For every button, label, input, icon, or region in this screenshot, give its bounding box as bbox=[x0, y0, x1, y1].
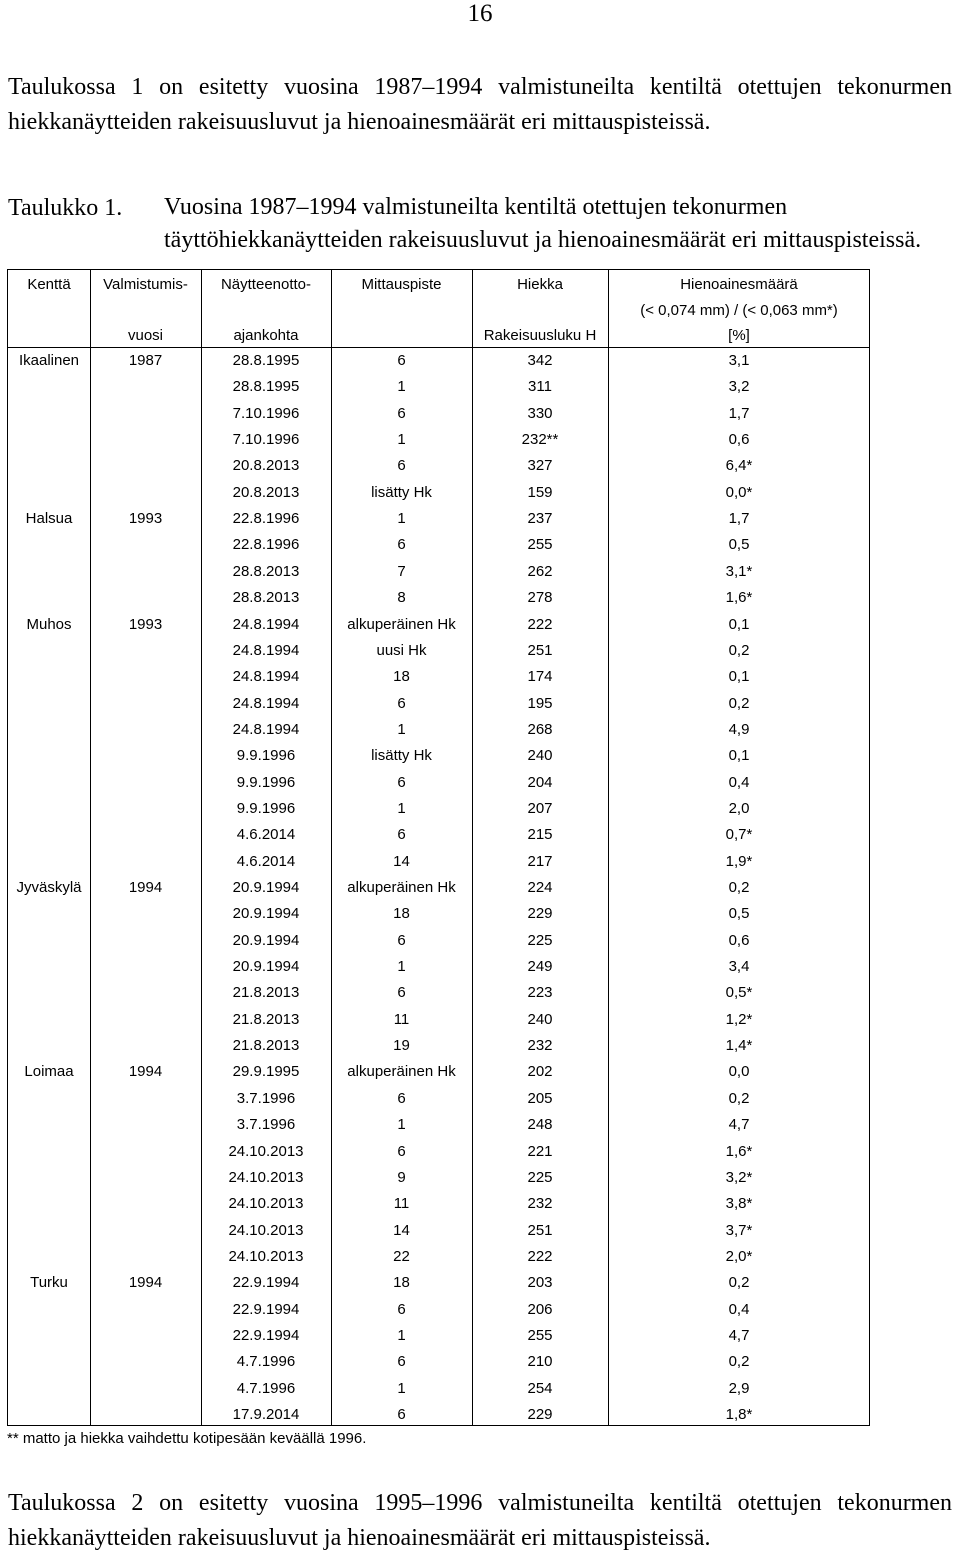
cell-kentta: Jyväskylä bbox=[16, 879, 82, 896]
header-valmistumisvuosi-line1: Valmistumis- bbox=[103, 276, 188, 293]
header-divider bbox=[8, 347, 870, 348]
cell-rakeisuusluku: 206 bbox=[527, 1300, 553, 1318]
cell-naytteenotto: 22.8.1996 bbox=[232, 536, 300, 554]
cell-hienoainesmaara: 0,1 bbox=[728, 615, 750, 633]
cell-naytteenotto: 29.9.1995 bbox=[232, 1063, 300, 1081]
cell-mittauspiste: 6 bbox=[397, 404, 406, 422]
cell-mittauspiste: 18 bbox=[393, 1274, 410, 1292]
cell-rakeisuusluku: 240 bbox=[527, 747, 553, 765]
cell-hienoainesmaara: 1,6* bbox=[725, 589, 753, 607]
cell-naytteenotto: 7.10.1996 bbox=[232, 431, 300, 449]
cell-rakeisuusluku: 210 bbox=[527, 1353, 553, 1371]
cell-mittauspiste: 6 bbox=[397, 1300, 406, 1318]
cell-mittauspiste: 1 bbox=[397, 1379, 406, 1397]
cell-rakeisuusluku: 217 bbox=[527, 852, 553, 870]
cell-naytteenotto: 24.10.2013 bbox=[228, 1142, 304, 1160]
cell-valmistumisvuosi: 1993 bbox=[128, 510, 163, 528]
cell-naytteenotto: 20.9.1994 bbox=[232, 958, 300, 976]
cell-hienoainesmaara: 1,9* bbox=[725, 852, 753, 870]
cell-rakeisuusluku: 342 bbox=[527, 352, 553, 369]
cell-mittauspiste: 6 bbox=[397, 352, 406, 369]
cell-rakeisuusluku: 232** bbox=[521, 431, 559, 449]
cell-rakeisuusluku: 232 bbox=[527, 1037, 553, 1055]
cell-mittauspiste: 1 bbox=[397, 431, 406, 449]
cell-mittauspiste: 1 bbox=[397, 510, 406, 528]
cell-naytteenotto: 24.8.1994 bbox=[232, 615, 300, 633]
cell-hienoainesmaara: 0,4 bbox=[728, 773, 750, 791]
cell-mittauspiste: 7 bbox=[397, 562, 406, 580]
cell-mittauspiste: lisätty Hk bbox=[371, 483, 432, 501]
cell-mittauspiste: 1 bbox=[397, 1326, 406, 1344]
cell-naytteenotto: 20.8.2013 bbox=[232, 457, 300, 475]
cell-mittauspiste: 11 bbox=[393, 1195, 410, 1213]
cell-naytteenotto: 17.9.2014 bbox=[232, 1406, 300, 1423]
cell-hienoainesmaara: 1,6* bbox=[725, 1142, 753, 1160]
cell-rakeisuusluku: 254 bbox=[527, 1379, 553, 1397]
cell-naytteenotto: 28.8.1995 bbox=[232, 352, 300, 369]
cell-naytteenotto: 21.8.2013 bbox=[232, 984, 300, 1002]
cell-naytteenotto: 24.8.1994 bbox=[232, 668, 300, 686]
cell-naytteenotto: 20.8.2013 bbox=[232, 483, 300, 501]
cell-mittauspiste: 6 bbox=[397, 536, 406, 554]
table-caption-text: Vuosina 1987–1994 valmistuneilta kentiltä otettujen tekonurmen täyttöhiekkanäytteiden rakeisuusluvut ja hienoainesmäärät eri mittauspisteissä. bbox=[164, 194, 922, 253]
cell-naytteenotto: 9.9.1996 bbox=[236, 799, 296, 817]
cell-hienoainesmaara: 1,7 bbox=[728, 510, 750, 528]
cell-hienoainesmaara: 1,2* bbox=[725, 1010, 753, 1028]
cell-kentta: Ikaalinen bbox=[18, 352, 80, 369]
cell-naytteenotto: 3.7.1996 bbox=[236, 1116, 296, 1134]
cell-mittauspiste: 18 bbox=[393, 905, 410, 923]
cell-hienoainesmaara: 3,7* bbox=[725, 1221, 753, 1239]
header-naytteenotto-line1: Näytteenotto- bbox=[220, 276, 312, 293]
cell-naytteenotto: 24.10.2013 bbox=[228, 1195, 304, 1213]
header-valmistumisvuosi-line2: vuosi bbox=[127, 327, 164, 344]
cell-hienoainesmaara: 2,0 bbox=[728, 799, 750, 817]
cell-hienoainesmaara: 4,7 bbox=[728, 1326, 750, 1344]
cell-hienoainesmaara: 0,2 bbox=[728, 1353, 750, 1371]
cell-naytteenotto: 3.7.1996 bbox=[236, 1089, 296, 1107]
cell-valmistumisvuosi: 1994 bbox=[128, 1063, 163, 1081]
cell-hienoainesmaara: 0,2 bbox=[728, 1089, 750, 1107]
cell-hienoainesmaara: 3,4 bbox=[728, 958, 750, 976]
header-kentta: Kenttä bbox=[27, 276, 71, 293]
cell-naytteenotto: 20.9.1994 bbox=[232, 879, 300, 896]
cell-rakeisuusluku: 255 bbox=[527, 1326, 553, 1344]
cell-kentta: Muhos bbox=[26, 615, 72, 633]
cell-naytteenotto: 28.8.2013 bbox=[232, 562, 300, 580]
cell-hienoainesmaara: 1,7 bbox=[728, 404, 750, 422]
header-hienoaines-line2: (< 0,074 mm) / (< 0,063 mm*) bbox=[640, 302, 838, 319]
cell-kentta: Halsua bbox=[25, 510, 73, 528]
cell-rakeisuusluku: 202 bbox=[527, 1063, 553, 1081]
cell-hienoainesmaara: 0,0* bbox=[725, 483, 753, 501]
cell-mittauspiste: 1 bbox=[397, 799, 406, 817]
cell-hienoainesmaara: 1,4* bbox=[725, 1037, 753, 1055]
cell-mittauspiste: uusi Hk bbox=[376, 641, 427, 659]
cell-rakeisuusluku: 237 bbox=[527, 510, 553, 528]
cell-mittauspiste: 1 bbox=[397, 1116, 406, 1134]
cell-mittauspiste: 19 bbox=[393, 1037, 410, 1055]
cell-mittauspiste: alkuperäinen Hk bbox=[347, 615, 456, 633]
cell-hienoainesmaara: 0,5 bbox=[728, 905, 750, 923]
cell-mittauspiste: 6 bbox=[397, 1142, 406, 1160]
cell-naytteenotto: 28.8.2013 bbox=[232, 589, 300, 607]
header-hienoaines-line3: [%] bbox=[728, 327, 750, 344]
cell-naytteenotto: 7.10.1996 bbox=[232, 404, 300, 422]
cell-rakeisuusluku: 195 bbox=[527, 694, 553, 712]
cell-hienoainesmaara: 0,5 bbox=[728, 536, 750, 554]
cell-hienoainesmaara: 0,1 bbox=[728, 668, 750, 686]
cell-rakeisuusluku: 251 bbox=[527, 641, 553, 659]
cell-naytteenotto: 22.8.1996 bbox=[232, 510, 300, 528]
cell-hienoainesmaara: 0,2 bbox=[728, 1274, 750, 1292]
cell-mittauspiste: 6 bbox=[397, 984, 406, 1002]
cell-hienoainesmaara: 3,1 bbox=[728, 352, 750, 369]
cell-rakeisuusluku: 215 bbox=[527, 826, 553, 844]
cell-hienoainesmaara: 0,5* bbox=[725, 984, 753, 1002]
cell-naytteenotto: 4.6.2014 bbox=[236, 852, 296, 870]
cell-rakeisuusluku: 232 bbox=[527, 1195, 553, 1213]
cell-naytteenotto: 24.8.1994 bbox=[232, 694, 300, 712]
cell-rakeisuusluku: 327 bbox=[527, 457, 553, 475]
cell-naytteenotto: 24.8.1994 bbox=[232, 641, 300, 659]
cell-hienoainesmaara: 0,7* bbox=[725, 826, 753, 844]
cell-rakeisuusluku: 174 bbox=[527, 668, 553, 686]
cell-mittauspiste: 6 bbox=[397, 694, 406, 712]
cell-hienoainesmaara: 4,9 bbox=[728, 720, 750, 738]
cell-rakeisuusluku: 223 bbox=[527, 984, 553, 1002]
cell-rakeisuusluku: 248 bbox=[527, 1116, 553, 1134]
cell-rakeisuusluku: 278 bbox=[527, 589, 553, 607]
cell-naytteenotto: 20.9.1994 bbox=[232, 905, 300, 923]
cell-rakeisuusluku: 222 bbox=[527, 1247, 553, 1265]
column-divider bbox=[90, 270, 91, 1426]
cell-naytteenotto: 9.9.1996 bbox=[236, 747, 296, 765]
cell-hienoainesmaara: 0,0 bbox=[728, 1063, 750, 1081]
cell-hienoainesmaara: 0,2 bbox=[728, 641, 750, 659]
cell-rakeisuusluku: 205 bbox=[527, 1089, 553, 1107]
cell-naytteenotto: 24.10.2013 bbox=[228, 1168, 304, 1186]
cell-kentta: Loimaa bbox=[24, 1063, 74, 1081]
cell-hienoainesmaara: 1,8* bbox=[725, 1406, 753, 1423]
cell-rakeisuusluku: 207 bbox=[527, 799, 553, 817]
cell-naytteenotto: 24.8.1994 bbox=[232, 720, 300, 738]
cell-rakeisuusluku: 240 bbox=[527, 1010, 553, 1028]
cell-valmistumisvuosi: 1993 bbox=[128, 615, 163, 633]
cell-rakeisuusluku: 249 bbox=[527, 958, 553, 976]
cell-mittauspiste: alkuperäinen Hk bbox=[347, 879, 456, 896]
cell-naytteenotto: 28.8.1995 bbox=[232, 378, 300, 396]
cell-rakeisuusluku: 251 bbox=[527, 1221, 553, 1239]
cell-rakeisuusluku: 311 bbox=[528, 378, 552, 396]
cell-rakeisuusluku: 204 bbox=[527, 773, 553, 791]
cell-rakeisuusluku: 159 bbox=[527, 483, 553, 501]
cell-rakeisuusluku: 262 bbox=[527, 562, 553, 580]
cell-hienoainesmaara: 0,4 bbox=[728, 1300, 750, 1318]
cell-hienoainesmaara: 2,0* bbox=[725, 1247, 753, 1265]
cell-naytteenotto: 20.9.1994 bbox=[232, 931, 300, 949]
cell-rakeisuusluku: 268 bbox=[527, 720, 553, 738]
cell-naytteenotto: 24.10.2013 bbox=[228, 1247, 304, 1265]
cell-rakeisuusluku: 221 bbox=[527, 1142, 553, 1160]
cell-mittauspiste: 11 bbox=[393, 1010, 410, 1028]
cell-naytteenotto: 4.7.1996 bbox=[236, 1379, 296, 1397]
cell-naytteenotto: 22.9.1994 bbox=[232, 1274, 300, 1292]
cell-naytteenotto: 4.7.1996 bbox=[236, 1353, 296, 1371]
cell-hienoainesmaara: 3,8* bbox=[725, 1195, 753, 1213]
cell-hienoainesmaara: 0,6 bbox=[728, 431, 750, 449]
cell-mittauspiste: 6 bbox=[397, 773, 406, 791]
cell-naytteenotto: 22.9.1994 bbox=[232, 1300, 300, 1318]
intro-paragraph: Taulukossa 1 on esitetty vuosina 1987–1994 valmistuneilta kentiltä otettujen tekonurmen hiekkanäytteiden rakeisuusluvut ja hienoainesmäärät eri mittauspisteissä. bbox=[8, 74, 952, 135]
cell-naytteenotto: 22.9.1994 bbox=[232, 1326, 300, 1344]
cell-valmistumisvuosi: 1994 bbox=[128, 1274, 163, 1292]
cell-mittauspiste: 1 bbox=[397, 720, 406, 738]
cell-naytteenotto: 24.10.2013 bbox=[228, 1221, 304, 1239]
cell-hienoainesmaara: 0,6 bbox=[728, 931, 750, 949]
cell-valmistumisvuosi: 1994 bbox=[128, 879, 163, 896]
cell-mittauspiste: 6 bbox=[397, 457, 406, 475]
page-number: 16 bbox=[467, 0, 493, 27]
cell-hienoainesmaara: 0,1 bbox=[728, 747, 750, 765]
cell-hienoainesmaara: 4,7 bbox=[728, 1116, 750, 1134]
cell-hienoainesmaara: 3,1* bbox=[725, 562, 753, 580]
cell-naytteenotto: 21.8.2013 bbox=[232, 1010, 300, 1028]
cell-mittauspiste: 6 bbox=[397, 931, 406, 949]
cell-hienoainesmaara: 0,2 bbox=[728, 879, 750, 896]
cell-mittauspiste: 14 bbox=[393, 852, 410, 870]
cell-mittauspiste: 8 bbox=[397, 589, 406, 607]
cell-mittauspiste: 14 bbox=[393, 1221, 410, 1239]
cell-mittauspiste: alkuperäinen Hk bbox=[347, 1063, 456, 1081]
cell-rakeisuusluku: 225 bbox=[527, 1168, 553, 1186]
cell-kentta: Turku bbox=[30, 1274, 68, 1292]
cell-mittauspiste: 6 bbox=[397, 826, 406, 844]
cell-mittauspiste: 1 bbox=[397, 378, 406, 396]
table-caption-label: Taulukko 1. bbox=[8, 195, 123, 221]
cell-mittauspiste: lisätty Hk bbox=[371, 747, 432, 765]
cell-naytteenotto: 4.6.2014 bbox=[236, 826, 296, 844]
header-mittauspiste: Mittauspiste bbox=[361, 276, 442, 293]
cell-mittauspiste: 22 bbox=[393, 1247, 410, 1265]
cell-rakeisuusluku: 203 bbox=[527, 1274, 553, 1292]
cell-mittauspiste: 9 bbox=[397, 1168, 406, 1186]
header-hienoaines-line1: Hienoainesmäärä bbox=[680, 276, 798, 293]
cell-hienoainesmaara: 2,9 bbox=[728, 1379, 750, 1397]
cell-mittauspiste: 6 bbox=[397, 1089, 406, 1107]
cell-valmistumisvuosi: 1987 bbox=[128, 352, 163, 369]
data-table bbox=[7, 269, 870, 1426]
cell-mittauspiste: 6 bbox=[397, 1353, 406, 1371]
cell-rakeisuusluku: 224 bbox=[527, 879, 553, 896]
cell-hienoainesmaara: 3,2 bbox=[728, 378, 750, 396]
cell-rakeisuusluku: 225 bbox=[527, 931, 553, 949]
header-hiekka-line2: Rakeisuusluku H bbox=[483, 327, 597, 344]
cell-rakeisuusluku: 222 bbox=[527, 615, 553, 633]
cell-mittauspiste: 1 bbox=[397, 958, 406, 976]
cell-mittauspiste: 6 bbox=[397, 1406, 406, 1423]
header-hiekka-line1: Hiekka bbox=[517, 276, 563, 293]
outro-paragraph: Taulukossa 2 on esitetty vuosina 1995–1996 valmistuneilta kentiltä otettujen tekonurmen hiekkanäytteiden rakeisuusluvut ja hienoainesmäärät eri mittauspisteissä. bbox=[8, 1490, 952, 1551]
cell-hienoainesmaara: 6,4* bbox=[725, 457, 753, 475]
cell-hienoainesmaara: 0,2 bbox=[728, 694, 750, 712]
table-footnote: ** matto ja hiekka vaihdettu kotipesään keväällä 1996. bbox=[7, 1430, 367, 1447]
cell-rakeisuusluku: 229 bbox=[527, 1406, 553, 1423]
cell-rakeisuusluku: 255 bbox=[527, 536, 553, 554]
header-naytteenotto-line2: ajankohta bbox=[233, 327, 299, 344]
cell-naytteenotto: 21.8.2013 bbox=[232, 1037, 300, 1055]
cell-hienoainesmaara: 3,2* bbox=[725, 1168, 753, 1186]
cell-rakeisuusluku: 330 bbox=[527, 404, 553, 422]
cell-mittauspiste: 18 bbox=[393, 668, 410, 686]
cell-rakeisuusluku: 229 bbox=[527, 905, 553, 923]
cell-naytteenotto: 9.9.1996 bbox=[236, 773, 296, 791]
